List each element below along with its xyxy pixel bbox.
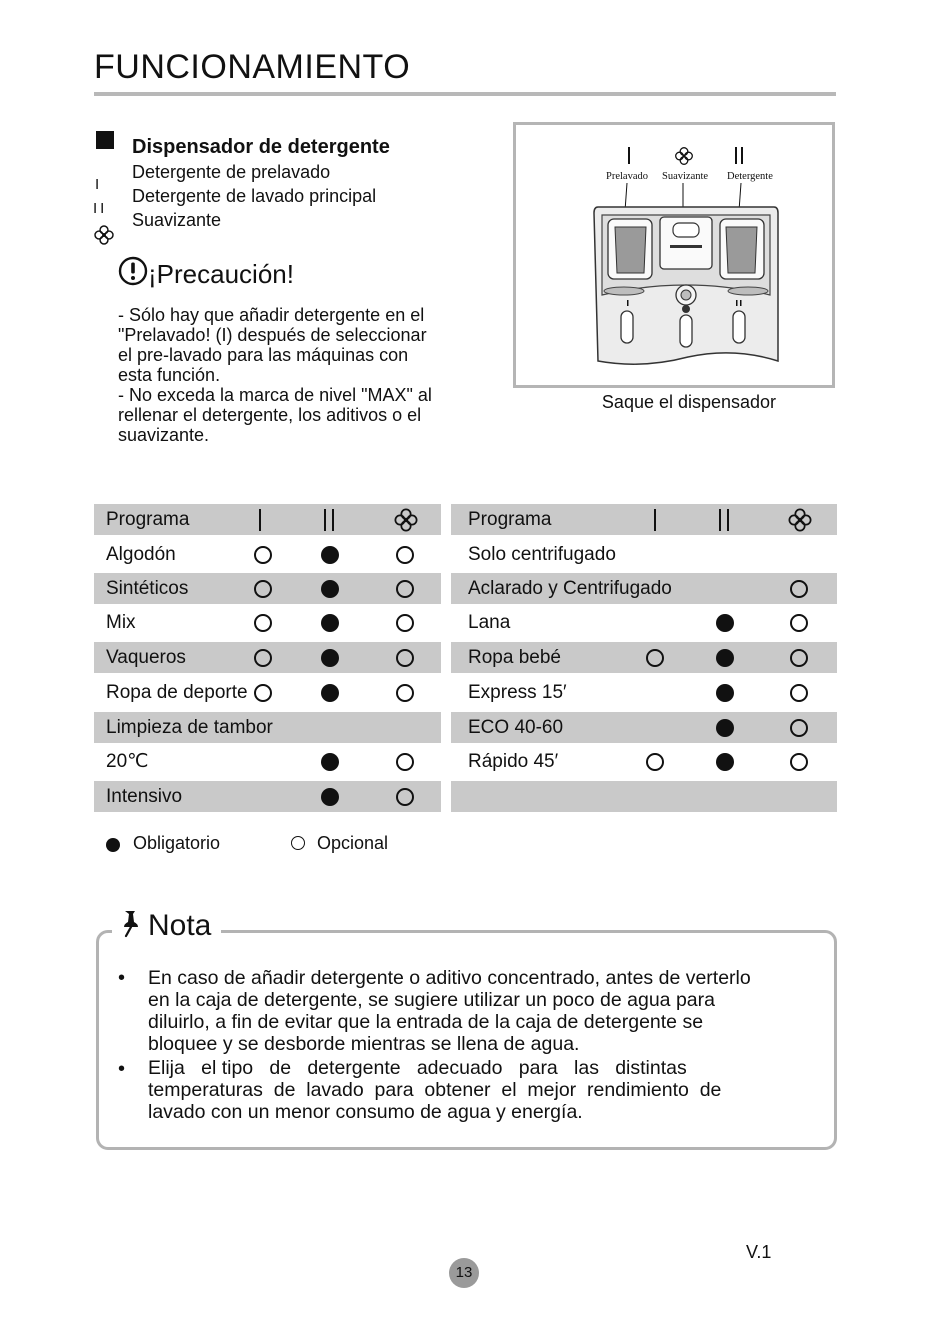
table-row xyxy=(94,712,441,743)
caution-title: ¡Precaución! xyxy=(148,259,294,289)
program-name: ECO 40-60 xyxy=(468,717,564,738)
column-header-mainwash xyxy=(324,504,334,535)
note-line: temperaturas de lavado para obtener el mejor rendimiento de xyxy=(148,1079,722,1101)
program-name: Ropa bebé xyxy=(468,647,561,668)
table-row xyxy=(94,746,441,777)
optional-marker xyxy=(790,719,808,737)
program-name: Ropa de deporte xyxy=(106,682,248,703)
table-row xyxy=(451,712,837,743)
mandatory-marker xyxy=(716,684,734,702)
optional-marker xyxy=(790,753,808,771)
caution-line: esta función. xyxy=(118,365,221,385)
optional-marker xyxy=(254,684,272,702)
table-row xyxy=(451,539,837,570)
optional-marker xyxy=(790,614,808,632)
flower-icon xyxy=(93,224,115,251)
optional-marker xyxy=(396,614,414,632)
caution-line: el pre-lavado para las máquinas con xyxy=(118,345,409,365)
table-row xyxy=(451,746,837,777)
mandatory-marker xyxy=(716,614,734,632)
mandatory-marker xyxy=(716,649,734,667)
table-row xyxy=(94,539,441,570)
dispenser-item-mainwash: Detergente de lavado principal xyxy=(132,186,377,206)
optional-marker xyxy=(646,753,664,771)
table-row xyxy=(451,781,837,812)
program-table-right xyxy=(451,496,837,812)
caution-line: suavizante. xyxy=(118,425,210,445)
table-row xyxy=(451,677,837,708)
mandatory-marker xyxy=(321,649,339,667)
note-line: en la caja de detergente, se sugiere utilizar un poco de agua para xyxy=(148,989,715,1011)
mandatory-marker xyxy=(716,753,734,771)
optional-marker xyxy=(646,649,664,667)
mandatory-marker xyxy=(321,753,339,771)
legend-mandatory: Obligatorio xyxy=(133,833,221,853)
dispenser-item-prewash: Detergente de prelavado xyxy=(132,162,331,182)
program-name: Rápido 45′ xyxy=(468,751,559,772)
caution-line: "Prelavado! (I) después de seleccionar xyxy=(118,325,427,345)
mandatory-marker xyxy=(321,580,339,598)
program-table-left xyxy=(94,496,441,812)
mandatory-marker xyxy=(321,684,339,702)
optional-marker xyxy=(254,546,272,564)
title-divider xyxy=(94,92,836,96)
caution-line: - No exceda la marca de nivel "MAX" al xyxy=(118,385,432,405)
caution-line: - Sólo hay que añadir detergente en el xyxy=(118,305,425,325)
optional-marker xyxy=(254,614,272,632)
legend-open-marker xyxy=(291,836,305,850)
table-header-row xyxy=(451,504,837,535)
mandatory-marker xyxy=(321,614,339,632)
flower-icon xyxy=(787,504,813,535)
bullet-dot: • xyxy=(118,967,126,989)
optional-marker xyxy=(790,580,808,598)
note-title: Nota xyxy=(148,908,212,942)
label-suavizante: Suavizante xyxy=(662,171,709,182)
optional-marker xyxy=(790,649,808,667)
page-number: 13 xyxy=(449,1258,479,1288)
dispenser-drawing xyxy=(516,125,832,385)
optional-marker xyxy=(396,580,414,598)
column-header-program: Programa xyxy=(106,509,190,530)
mandatory-marker xyxy=(321,788,339,806)
table-row xyxy=(451,642,837,673)
bullet-dot: • xyxy=(118,1058,126,1080)
note-line: En caso de añadir detergente o aditivo concentrado, antes de verterlo xyxy=(148,967,751,989)
program-name: Limpieza de tambor xyxy=(106,717,273,738)
dispenser-figure xyxy=(513,122,835,388)
column-header-prewash xyxy=(259,504,261,535)
version-label: V.1 xyxy=(746,1242,772,1262)
table-row xyxy=(451,607,837,638)
note-line: lavado con un menor consumo de agua y energía. xyxy=(148,1101,583,1123)
table-row xyxy=(94,642,441,673)
pushpin-icon xyxy=(118,908,144,943)
table-row xyxy=(94,677,441,708)
optional-marker xyxy=(254,580,272,598)
optional-marker xyxy=(396,649,414,667)
column-header-mainwash xyxy=(719,504,729,535)
dispenser-item-softener: Suavizante xyxy=(132,210,222,230)
program-name: Mix xyxy=(106,612,136,633)
optional-marker xyxy=(396,684,414,702)
program-name: Intensivo xyxy=(106,786,183,807)
table-row xyxy=(451,573,837,604)
mainwash-symbol: II xyxy=(93,200,108,217)
table-row xyxy=(94,781,441,812)
optional-marker xyxy=(790,684,808,702)
mandatory-marker xyxy=(716,719,734,737)
legend-filled-marker xyxy=(106,838,120,852)
note-label xyxy=(112,908,221,943)
program-name: Solo centrifugado xyxy=(468,544,616,565)
column-header-prewash xyxy=(654,504,656,535)
note-line: bloquee y se desborde mientras se llena de agua. xyxy=(148,1033,580,1055)
caution-line: rellenar el detergente, los aditivos o el xyxy=(118,405,422,425)
optional-marker xyxy=(396,546,414,564)
program-name: Algodón xyxy=(106,544,176,565)
program-name: Express 15′ xyxy=(468,682,567,703)
warning-icon xyxy=(118,256,148,293)
table-row xyxy=(94,573,441,604)
program-name: Lana xyxy=(468,612,511,633)
prewash-symbol: I xyxy=(95,176,100,193)
figure-caption: Saque el dispensador xyxy=(601,392,777,412)
program-name: Sintéticos xyxy=(106,578,189,599)
program-name: Vaqueros xyxy=(106,647,186,668)
note-line: diluirlo, a fin de evitar que la entrada de la caja de detergente se xyxy=(148,1011,704,1033)
dispenser-heading: Dispensador de detergente xyxy=(132,136,390,158)
note-line: Elija el tipo de detergente adecuado para las distintas xyxy=(148,1057,687,1079)
label-detergente: Detergente xyxy=(727,171,773,182)
section-bullet-square xyxy=(96,131,114,149)
page-title: FUNCIONAMIENTO xyxy=(94,48,411,86)
flower-icon xyxy=(393,504,419,535)
program-name: Aclarado y Centrifugado xyxy=(468,578,672,599)
optional-marker xyxy=(254,649,272,667)
table-header-row xyxy=(94,504,441,535)
mandatory-marker xyxy=(321,546,339,564)
table-row xyxy=(94,607,441,638)
optional-marker xyxy=(396,788,414,806)
program-name: 20℃ xyxy=(106,751,149,772)
column-header-program: Programa xyxy=(468,509,552,530)
legend-optional: Opcional xyxy=(317,833,389,853)
caution-heading xyxy=(118,256,294,293)
optional-marker xyxy=(396,753,414,771)
label-prelavado: Prelavado xyxy=(606,171,648,182)
